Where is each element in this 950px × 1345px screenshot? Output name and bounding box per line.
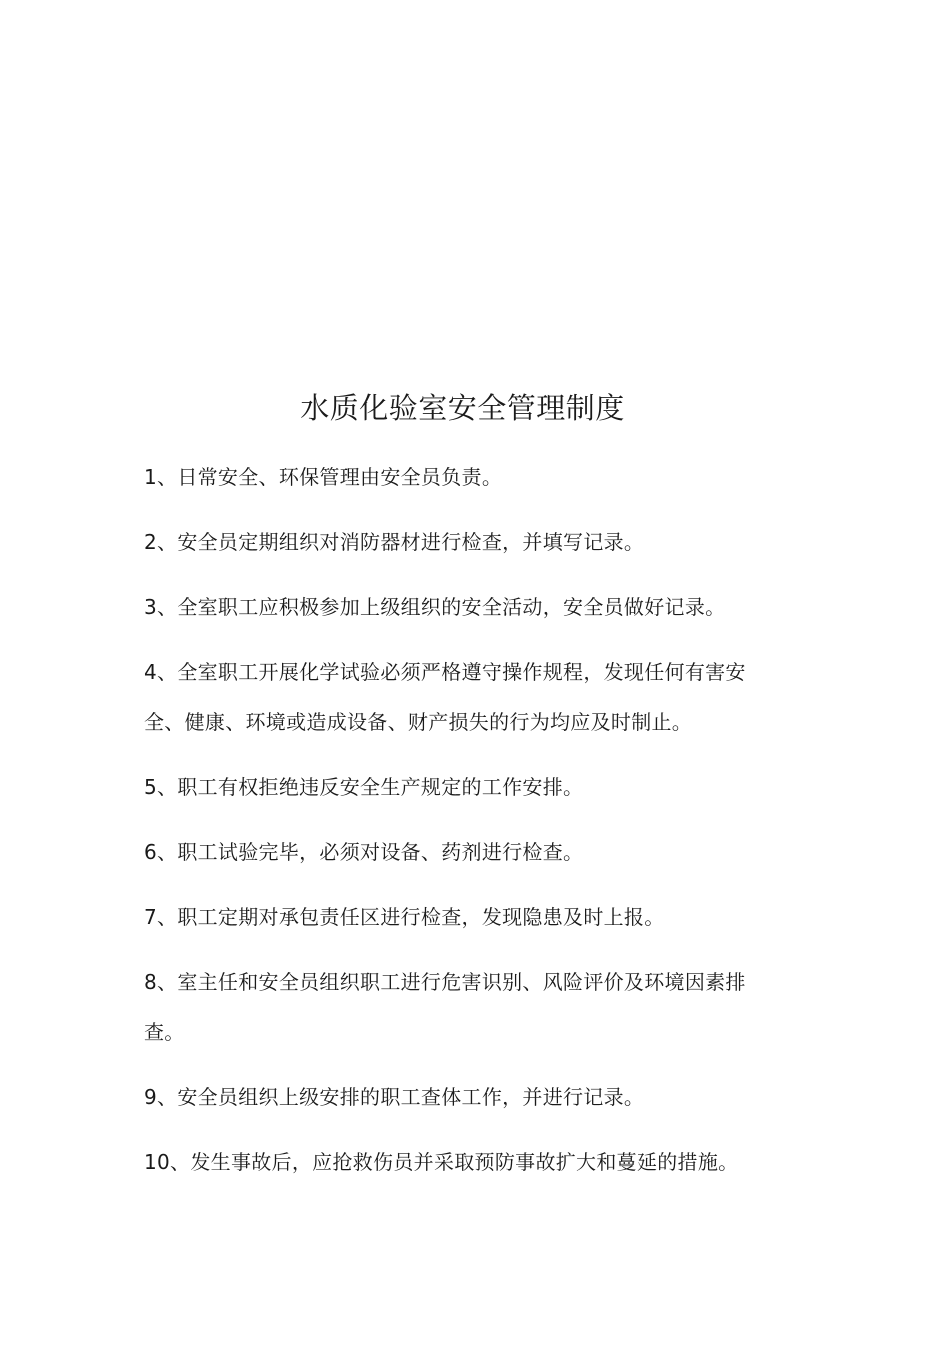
rule-item-1: 1、日常安全、环保管理由安全员负责。: [144, 465, 503, 489]
rule-item-2: 2、安全员定期组织对消防器材进行检查，并填写记录。: [144, 530, 645, 554]
rules-list: [144, 452, 766, 1187]
rule-item-3: 3、全室职工应积极参加上级组织的安全活动，安全员做好记录。: [144, 595, 726, 619]
rule-item-5: 5、职工有权拒绝违反安全生产规定的工作安排。: [144, 775, 584, 799]
rule-item-10: 10、发生事故后，应抢救伤员并采取预防事故扩大和蔓延的措施。: [144, 1150, 739, 1174]
rule-item-4: 4、全室职工开展化学试验必须严格遵守操作规程，发现任何有害安全、健康、环境或造成设备、财产损失的行为均应及时制止。: [144, 660, 746, 734]
rule-item-6: 6、职工试验完毕，必须对设备、药剂进行检查。: [144, 840, 584, 864]
rule-item-8: 8、室主任和安全员组织职工进行危害识别、风险评价及环境因素排查。: [144, 970, 746, 1044]
rule-item-7: 7、职工定期对承包责任区进行检查，发现隐患及时上报。: [144, 905, 665, 929]
rule-item-9: 9、安全员组织上级安排的职工查体工作，并进行记录。: [144, 1085, 645, 1109]
document-title: 水质化验室安全管理制度: [300, 391, 625, 425]
